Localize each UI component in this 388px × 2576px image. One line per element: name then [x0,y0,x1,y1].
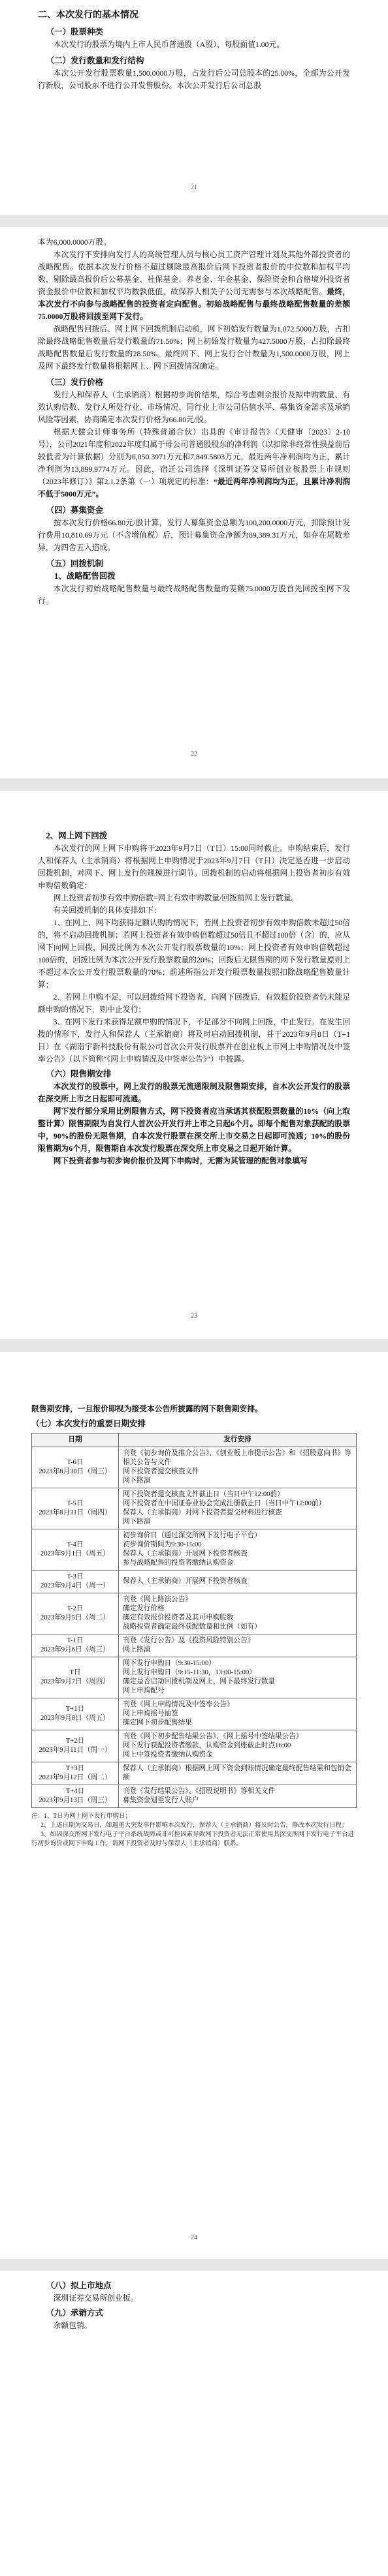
table-row [32,1730,357,1762]
arrangement-cell [119,1762,357,1785]
arrangement-cell [119,1571,357,1593]
arrangement-cell [119,1488,357,1529]
arrangement-item: 刊登《网下初步配售结果公告》、《网上摇号中签结果公告》 [123,1733,303,1740]
paragraph-bold: 本次发行的股票中，网上发行的股票无流通限制及限售期安排，自本次公开发行的股票在深交所上市之日起即可流通。 [38,1082,350,1103]
date-cell [32,1593,119,1634]
arrangement-item: 战略投资者确定最终获配数量和比例（如有） [123,1623,261,1631]
paragraph: 本次发行的网上网下申购将于2023年9月7日（T日）15:00同时截止。申购结束后，发行人和保荐人（主承销商）将根据网上申购情况于2023年9月7日（T日）决定是否进一步启动回拨机制，对网下、网上发行的规模进行调节。回拨机制的启动将根据网上投资者初步有效申购倍数确定： [38,844,350,890]
date-cell [32,1730,119,1762]
table-header-row [32,1434,357,1447]
subsection-title: （五）回拨机制 [46,559,104,568]
subsection-title: （七）本次发行的重要日期安排 [31,1419,146,1428]
arrangement-item: 保荐人（主承销商）对网下投资者提交材料进行核查 [123,1509,282,1516]
date-line: 2023年9月8日（周五） [40,1715,110,1722]
arrangement-item: 刊登《发行结果公告》、《招股说明书》等相关文件 [123,1788,276,1795]
date-line: T-6日 [67,1459,84,1466]
arrangement-cell [119,1698,357,1730]
arrangement-cell [119,1634,357,1657]
paragraph: 网上投资者初步有效申购倍数=网上有效申购数量/回拨前网上发行数量。 [53,893,299,902]
subsection-title: （六）限售期安排 [46,1069,112,1079]
paragraph: 1、在网上、网下均获得足额认购的情况下，若网上投资者初步有效申购倍数未超过50倍的，将不启动回拨机制；若网上投资者有效申购倍数超过50倍且不超过100倍（含）的，应从网下向网上回拨，回拨比例为本次公开发行股票数量的10%；网上投资者有效申购倍数超过100倍的，回拨比例为本次公开发行股票数量的20%；回拨后无限售期的网下发行数量原则上不超过本次公开发行股票数量的70%；前述所指公开发行股票数量按照扣除战略配售数量计算； [38,918,350,989]
date-line: T+1日 [65,1706,85,1713]
date-line: 2023年9月1日（周五） [40,1550,110,1557]
paragraph [38,249,350,323]
date-cell [32,1762,119,1785]
table-row [32,1785,357,1808]
document-page-4 [0,1352,388,2259]
page-number: 23 [191,1313,197,1320]
arrangement-item: 网下投资者在中国证券业协会完成注册截止日（当日中午12:00前） [123,1500,326,1507]
paragraph: 有关回拨机制的具体安排如下： [53,906,161,915]
document-page-2 [0,227,388,778]
table-row [32,1571,357,1593]
paragraph: 2、若网上申购不足，可以回拨给网下投资者，向网下回拨后，有效报价投资者仍未能足额申购的情况下，则中止发行； [38,992,350,1014]
paragraph: 本次发行的股票为境内上市人民币普通股（A股），每股面值1.00元。 [53,40,285,49]
arrangement-item: 刊登《网上路演公告》 [123,1596,192,1603]
arrangement-item: 网下发行获配投资者缴款，认购资金到账截止时点16:00 [123,1742,291,1749]
arrangement-item: 保荐人（主承销商）根据网上网下资金到账情况确定最终配售结果和包销金额 [123,1765,351,1781]
arrangement-item: 确定发行价格 [123,1605,165,1612]
document-page-5 [0,2271,388,2576]
table-row [32,1529,357,1571]
subsection-title: （一）股票种类 [46,27,104,37]
arrangement-item: 保荐人（主承销商）开展网下投资者核查 [123,1550,248,1557]
page-number: 24 [191,2234,197,2241]
subsection-title: （八）拟上市地点 [46,2281,112,2290]
arrangement-cell [119,1447,357,1488]
arrangement-item: 网下发行申购日（9:30-15:00） [123,1660,216,1667]
page-number: 22 [191,750,197,758]
date-cell [32,1488,119,1529]
paragraph: 深圳证券交易所创业板。 [53,2293,138,2303]
date-cell [32,1634,119,1657]
document-page-3 [0,791,388,1339]
date-line: 2023年9月5日（周二） [40,1614,110,1621]
paragraph-bold-text: “最近两年净利润均为正，且累计净利润不低于5000万元”。 [38,477,350,498]
arrangement-item: 网上申购摇号抽签 [123,1710,178,1717]
date-cell [32,1571,119,1593]
column-header-arrangement: 发行安排 [119,1434,357,1447]
date-line: T+3日 [65,1765,85,1772]
arrangement-item: 网上发行申购日（9:15-11:30，13:00-15:00） [123,1669,256,1676]
table-row [32,1762,357,1785]
arrangement-item: 网下路演 [123,1477,151,1484]
arrangement-item: 网上申购配号 [123,1687,165,1694]
paragraph: 战略配售回拨后、网上网下回拨机制启动前，网下初始发行数量为1,072.5000万股，占扣除最终战略配售数量后发行数量的71.50%；网上初始发行数量为427.5000万股，占扣除最终战略配售数量后发行数量的28.50%。最终网下、网上发行合计数量为1,500.0000万股，网上及网下最终发行数量将根据网上、网下回拨情况确定。 [38,324,350,371]
date-line: T+4日 [65,1788,85,1795]
column-header-date: 日期 [32,1434,119,1447]
arrangement-cell [119,1730,357,1762]
document-page-1 [0,0,388,215]
table-note: 3、如因深交所网下发行电子平台系统故障或非可控因素导致网下投资者无法正常使用其深交所网下发行电子平台进行初步询价或网下申购工作，请网下投资者及时与保荐人（主承销商）联系。 [31,1832,355,1847]
date-cell [32,1785,119,1808]
subsection-title: 1、战略配售回拨 [54,572,116,581]
paragraph-bold-text: 最终，本次发行不向参与战略配售的投资者定向配售。初始战略配售与最终战略配售数量的差额75.0000万股将回拨至网下发行。 [38,287,350,321]
subsection-title: （三）发行价格 [46,378,104,387]
paragraph-text: 根据天健会计师事务所（特殊普通合伙）出具的《审计报告》（天健审〔2023〕2-10号），公司2021年度和2022年度归属于母公司普通股股东的净利润（以扣除非经常性损益前后较低者为计算依据）分别为6,050.3971万元和7,849.5803万元，最近两年净利润均为正，累计净利润为13,899.9774万元。因此，宿迁公司选择《深圳证券交易所创业板股票上市规则（2023年修订）》第2.1.2条第（一）项规定的标准： [38,427,350,486]
date-line: T+2日 [65,1738,85,1745]
date-line: 2023年8月30日（周三） [39,1468,112,1475]
date-line: T-2日 [67,1605,84,1612]
date-line: 2023年9月4日（周一） [40,1582,110,1589]
table-row [32,1657,357,1698]
paragraph: 3、在网下发行未获得足额申购的情况下，不足部分不向网上回拨，中止发行。在发生回拨的情形下，发行人和保荐人（主承销商）将及时启动回拨机制，并于2023年9月8日（T+1日）在《湖南宇新科技股份有限公司首次公开发行股票并在创业板上市网上申购情况及中签率公告》（以下简称“《网上申购情况及中签率公告》”）中披露。 [38,1017,350,1064]
date-line: 2023年9月7日（周四） [40,1678,110,1685]
paragraph [38,426,350,500]
arrangement-item: 网上路演 [123,1646,151,1653]
page-number: 21 [191,184,197,191]
arrangement-item: 刊登《发行公告》及《投资风险特别公告》 [123,1637,255,1644]
arrangement-item: 确定有效报价投资者及其可申购股数 [123,1614,234,1621]
date-line: T日 [69,1669,81,1676]
table-row [32,1634,357,1657]
subsection-title: （二）发行数量和发行结构 [46,56,144,65]
date-line: 2023年9月12日（周二） [39,1774,112,1781]
date-line: T-1日 [67,1637,84,1644]
date-line: 2023年9月13日（周三） [39,1797,112,1804]
arrangement-item: 保荐人（主承销商）开展网下投资者核查 [123,1578,248,1585]
date-cell [32,1447,119,1488]
arrangement-cell [119,1593,357,1634]
table-row [32,1593,357,1634]
paragraph: 按本次发行价格66.80元/股计算，发行人募集资金总额为100,200.0000万元，扣除预计发行费用10,810.69万元（不含增值税）后，预计募集资金净额为89,389.31万元，如存在尾数差异，为四舍五入造成。 [38,518,350,552]
subsection-title: （四）募集资金 [46,506,104,515]
arrangement-item: 刊登《初步询价及推介公告》、《创业板上市提示公告》和《招股意向书》等相关公告与文件 [123,1450,351,1466]
arrangement-item: 确定网下初步配售结果 [123,1719,192,1726]
subsection-title: 2、网上网下回拨 [46,831,108,840]
arrangement-cell [119,1657,357,1698]
table-note: 注：1、T日为网上网下发行申购日； [31,1813,132,1820]
date-cell [32,1698,119,1730]
date-line: 2023年8月31日（周四） [39,1509,112,1516]
arrangement-item: 网下投资者提交核查文件 [123,1468,199,1475]
date-line: T-4日 [67,1541,84,1548]
arrangement-item: 初步询价期间为9:30-15:00 [123,1541,202,1548]
arrangement-item: 网上中签投资者缴纳认购资金 [123,1751,213,1758]
paragraph-bold: 网下发行部分采用比例限售方式，网下投资者应当承诺其获配股票数量的10%（向上取整计算）限售期限为自发行人首次公开发行并上市之日起6个月。即每个配售对象获配的股票中，90%的股份无限售期，自本次发行股票在深交所上市交易之日起即可流通；10%的股份限售期为6个月，限售期自本次发行股票在深交所上市交易之日起开始计算。 [38,1107,350,1153]
arrangement-cell [119,1785,357,1808]
paragraph: 本次公开发行股票数量1,500.0000万股，占发行后公司总股本的25.00%，全部为公开发行新股，公司股东不进行公开发售股份。本次公开发行后公司总股 [38,69,350,90]
arrangement-item: 参与战略配售的投资者缴纳认购资金 [123,1559,234,1567]
arrangement-item: 网下投资者提交核查文件截止日（当日中午12:00前） [123,1491,284,1498]
arrangement-item: 刊登《网上申购情况及中签率公告》 [123,1701,234,1708]
section-title: 二、本次发行的基本情况 [38,10,138,20]
table-note: 2、上述日期为交易日，如遇重大突发事件影响本次发行，保荐人（主承销商）将及时公告，修改本次发行日程； [40,1822,348,1829]
date-cell [32,1657,119,1698]
subsection-title: （九）承销方式 [46,2308,104,2318]
paragraph: 发行人和保荐人（主承销商）根据初步询价结果，综合考虑剩余报价及拟申购数量、有效认购倍数、发行人所处行业、市场情况、同行业上市公司估值水平、募集资金需求及承销风险等因素，协商确定本次发行价格为66.80元/股。 [38,390,350,424]
table-notes [31,1812,357,1848]
table-row [32,1447,357,1488]
arrangement-item: 确定是否启动回拨机制及网上、网下最终发行数量 [123,1678,276,1685]
table-body [32,1447,357,1808]
arrangement-item: 募集资金划至发行人账户 [123,1797,199,1804]
arrangement-item: 网下路演 [123,1518,151,1526]
arrangement-cell [119,1529,357,1571]
arrangement-item: 初步询价日（通过深交所网下发行电子平台） [123,1532,261,1539]
date-line: T-5日 [67,1500,84,1507]
date-line: 2023年9月6日（周三） [40,1646,110,1653]
date-line: T-3日 [67,1573,84,1580]
table-row [32,1488,357,1529]
date-cell [32,1529,119,1571]
paragraph: 余额包销。 [53,2321,92,2330]
paragraph: 本为6,000.0000万股。 [38,238,112,247]
paragraph-bold: 限售期安排，一旦报价即视为接受本公告所披露的网下限售期安排。 [31,1404,263,1413]
paragraph-bold: 网下投资者参与初步询价报价及网下申购时，无需为其管理的配售对象填写 [53,1156,308,1165]
date-line: 2023年9月11日（周一） [39,1747,112,1754]
paragraph: 本次发行初始战略配售数量与最终战略配售数量的差额75.0000万股首先回拨至网下发行。 [38,584,350,606]
paragraph-text: 本次发行不安排向发行人的高级管理人员与核心员工资产管理计划及其他外部投资者的战略配售。依据本次发行价格不超过剔除最高报价后网下投资者报价的中位数和加权平均数，剔除最高报价后公募基金、社保基金、养老金、年金基金、保险资金和合格境外投资者资金报价中位数和加权平均数孰低值，故保荐人相关子公司无需参与本次战略配售。 [38,250,350,296]
schedule-table [31,1433,357,1808]
table-row [32,1698,357,1730]
